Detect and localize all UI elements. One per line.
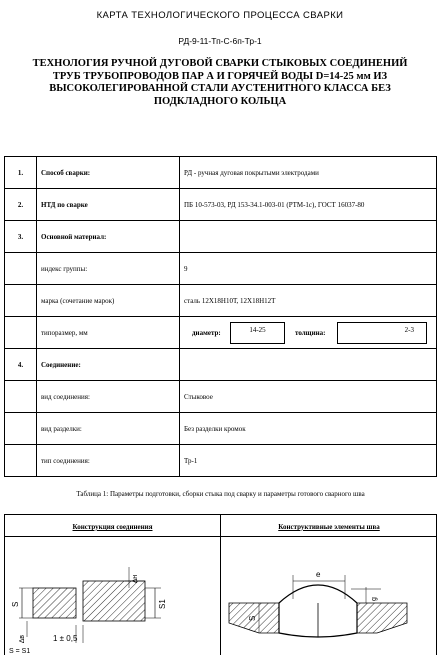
weld-width-label: e xyxy=(316,570,321,579)
row-label: НТД по сварке xyxy=(37,189,180,221)
row-number xyxy=(5,317,37,349)
document-title: КАРТА ТЕХНОЛОГИЧЕСКОГО ПРОЦЕССА СВАРКИ xyxy=(96,10,344,21)
weld-elements-panel xyxy=(221,515,437,655)
joint-construction-panel xyxy=(5,515,221,655)
right-plate xyxy=(353,603,407,633)
table-row xyxy=(5,349,437,381)
dimensions-cell xyxy=(180,317,437,349)
row-label: марка (сочетание марок) xyxy=(37,285,180,317)
gap-label: 1 ± 0,5 xyxy=(53,634,78,643)
diameter-value: 14-25 xyxy=(230,322,285,344)
thickness-value: 2-3 xyxy=(337,322,427,344)
row-value: РД - ручная дуговая покрытыми электродами xyxy=(180,157,437,189)
thickness-label: толщина: xyxy=(295,328,326,337)
row-number xyxy=(5,413,37,445)
joint-construction-drawing xyxy=(5,537,221,655)
offset-outer-label: ∆н xyxy=(132,574,139,583)
row-number: 1. xyxy=(5,157,37,189)
table-row xyxy=(5,285,437,317)
row-label: типоразмер, мм xyxy=(37,317,180,349)
table-row xyxy=(5,189,437,221)
table-row xyxy=(5,381,437,413)
row-value: сталь 12Х18Н10Т, 12Х18Н12Т xyxy=(180,285,437,317)
technology-title: ТЕХНОЛОГИЯ РУЧНОЙ ДУГОВОЙ СВАРКИ СТЫКОВЫХ СОЕДИНЕНИЙ ТРУБ ТРУБОПРОВОДОВ ПАР А И ГОРЯЧЕЙ ВОДЫ D=14-25 мм ИЗ ВЫСОКОЛЕГИРОВАННОЙ СТАЛИ АУСТЕНИТНОГО КЛАССА БЕЗ ПОДКЛАДНОГО КОЛЬЦА xyxy=(32,58,408,107)
weld-elements-drawing xyxy=(221,537,437,655)
thickness-s-label: S xyxy=(11,601,20,607)
table-row xyxy=(5,445,437,477)
row-label: Соединение: xyxy=(37,349,180,381)
row-number xyxy=(5,445,37,477)
row-value xyxy=(180,349,437,381)
reinforcement-label: g xyxy=(371,597,378,601)
table-row xyxy=(5,157,437,189)
row-label: Способ сварки: xyxy=(37,157,180,189)
table-row xyxy=(5,253,437,285)
table-row xyxy=(5,413,437,445)
row-value: Без разделки кромок xyxy=(180,413,437,445)
equality-note: S = S1 xyxy=(9,648,31,655)
joint-construction-header: Конструкция соединения xyxy=(5,515,220,537)
row-number xyxy=(5,285,37,317)
right-plate xyxy=(83,581,145,621)
parameters-table xyxy=(4,156,437,477)
table-row xyxy=(5,317,437,349)
thickness-s1-label: S1 xyxy=(158,599,167,609)
row-label: вид соединения: xyxy=(37,381,180,413)
left-plate xyxy=(33,588,76,618)
row-label: тип соединения: xyxy=(37,445,180,477)
table-row xyxy=(5,221,437,253)
row-number xyxy=(5,381,37,413)
row-number: 3. xyxy=(5,221,37,253)
weld-drawings-panel xyxy=(4,514,437,655)
row-value: ПБ 10-573-03, РД 153-34.1-003-01 (РТМ-1с), ГОСТ 16037-80 xyxy=(180,189,437,221)
row-value: 9 xyxy=(180,253,437,285)
row-label: Основной материал: xyxy=(37,221,180,253)
row-number: 4. xyxy=(5,349,37,381)
table-caption: Таблица 1: Параметры подготовки, сборки стыка под сварку и параметры готового сварного шва xyxy=(76,490,365,498)
row-number xyxy=(5,253,37,285)
row-number: 2. xyxy=(5,189,37,221)
row-label: индекс группы: xyxy=(37,253,180,285)
weld-elements-header: Конструктивные элементы шва xyxy=(221,515,437,537)
thickness-s-label: S xyxy=(248,615,257,621)
row-value: Стыковое xyxy=(180,381,437,413)
row-value: Тр-1 xyxy=(180,445,437,477)
row-label: вид разделки: xyxy=(37,413,180,445)
document-code: РД-9-11-Тп-С-6п-Тр-1 xyxy=(178,36,262,46)
diameter-label: диаметр: xyxy=(192,328,221,337)
row-value xyxy=(180,221,437,253)
offset-inner-label: ∆в xyxy=(19,634,26,643)
